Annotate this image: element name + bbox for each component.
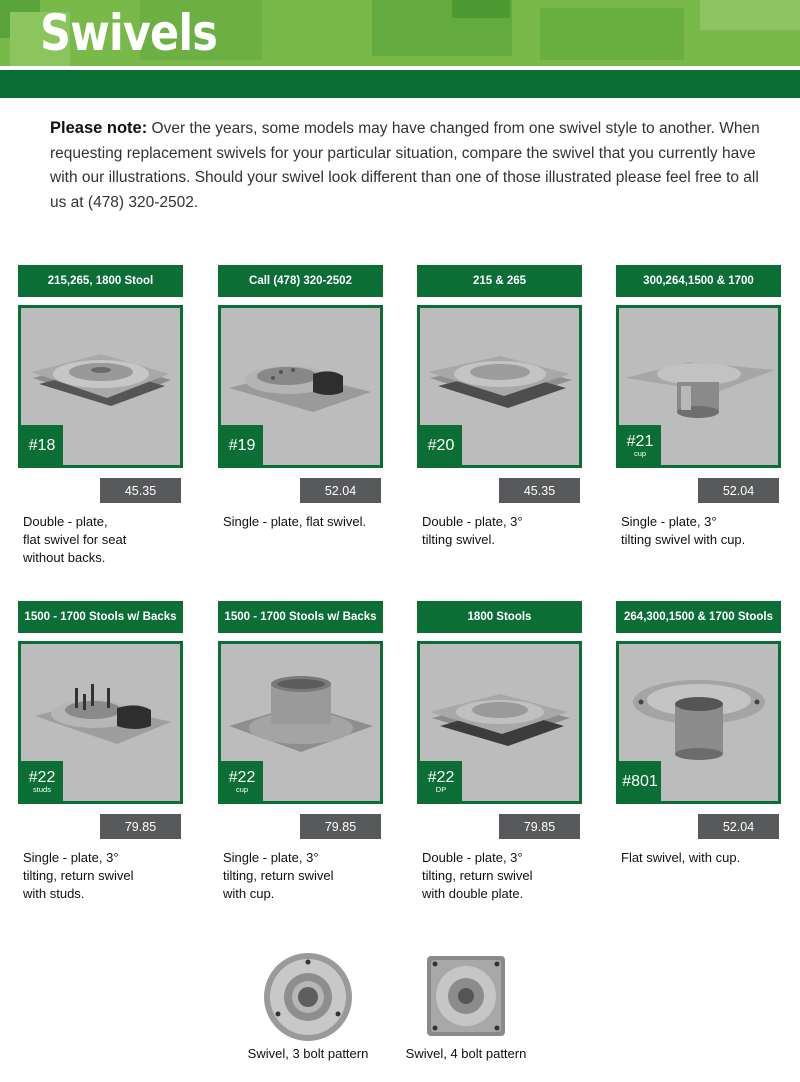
please-note-paragraph [50, 116, 770, 215]
product-image-frame [417, 641, 582, 804]
product-description: Double - plate, 3° tilting, return swivel with double plate. [422, 850, 533, 901]
product-image-frame [218, 641, 383, 804]
price-tag: 52.04 [300, 478, 381, 503]
price-tag: 45.35 [100, 478, 181, 503]
card-header: 300,264,1500 & 1700 [616, 265, 781, 297]
bottom-caption: Swivel, 4 bolt pattern [405, 1046, 527, 1061]
price-tag: 52.04 [698, 478, 779, 503]
product-description: Single - plate, 3° tilting, return swivel with cup. [223, 850, 334, 901]
model-number-badge [221, 761, 263, 801]
note-text: Over the years, some models may have changed from one swivel style to another. When requesting replacement swivels for your particular situation, compare the swivel that you currently have with our illustrations. Should your swivel look different than one of those illustrated please feel free to all us at (478) 320-2502. [50, 120, 760, 211]
model-number-badge [420, 425, 462, 465]
model-number: #22 [427, 768, 455, 786]
model-number: #801 [622, 772, 658, 790]
model-number-badge [619, 425, 661, 465]
model-number-badge [21, 761, 63, 801]
product-image-frame [616, 641, 781, 804]
model-subtype: cup [235, 784, 249, 794]
model-number: #22 [28, 768, 56, 786]
square-swivel-4-bolt-image [421, 952, 511, 1042]
model-number-badge [21, 425, 63, 465]
round-swivel-3-bolt-image [263, 952, 353, 1042]
product-description: Single - plate, flat swivel. [223, 514, 367, 529]
product-image-frame [18, 305, 183, 468]
model-number: #19 [228, 436, 256, 454]
product-image-frame [616, 305, 781, 468]
product-description: Double - plate, flat swivel for seat without backs. [23, 514, 127, 565]
product-description: Single - plate, 3° tilting swivel with cup. [621, 514, 746, 547]
product-image-frame [218, 305, 383, 468]
card-header: 215,265, 1800 Stool [18, 265, 183, 297]
product-description: Single - plate, 3° tilting, return swivel with studs. [23, 850, 134, 901]
model-number-badge [420, 761, 462, 801]
bottom-caption: Swivel, 3 bolt pattern [247, 1046, 369, 1061]
header-banner [0, 0, 800, 66]
model-number: #18 [28, 436, 56, 454]
bottom-swivel-4-bolt [396, 952, 536, 1061]
product-image-frame [417, 305, 582, 468]
price-tag: 79.85 [100, 814, 181, 839]
model-number: #20 [427, 436, 455, 454]
page-title: Swivels [40, 4, 217, 62]
card-header: 1500 - 1700 Stools w/ Backs [218, 601, 383, 633]
price-tag: 45.35 [499, 478, 580, 503]
card-header: 1500 - 1700 Stools w/ Backs [18, 601, 183, 633]
product-description: Flat swivel, with cup. [621, 850, 741, 865]
model-number: #22 [228, 768, 256, 786]
note-lead: Please note: [50, 119, 148, 137]
card-header: 215 & 265 [417, 265, 582, 297]
card-header: Call (478) 320-2502 [218, 265, 383, 297]
price-tag: 79.85 [499, 814, 580, 839]
card-header: 1800 Stools [417, 601, 582, 633]
product-description: Double - plate, 3° tilting swivel. [422, 514, 523, 547]
price-tag: 79.85 [300, 814, 381, 839]
model-number: #21 [626, 432, 654, 450]
model-subtype: studs [33, 784, 51, 794]
model-number-badge [221, 425, 263, 465]
model-subtype: cup [633, 448, 647, 458]
bottom-swivel-3-bolt [238, 952, 378, 1061]
model-number-badge [619, 761, 661, 801]
model-subtype: DP [435, 784, 447, 794]
card-header: 264,300,1500 & 1700 Stools [616, 601, 781, 633]
product-image-frame [18, 641, 183, 804]
header-divider-bar [0, 70, 800, 98]
price-tag: 52.04 [698, 814, 779, 839]
